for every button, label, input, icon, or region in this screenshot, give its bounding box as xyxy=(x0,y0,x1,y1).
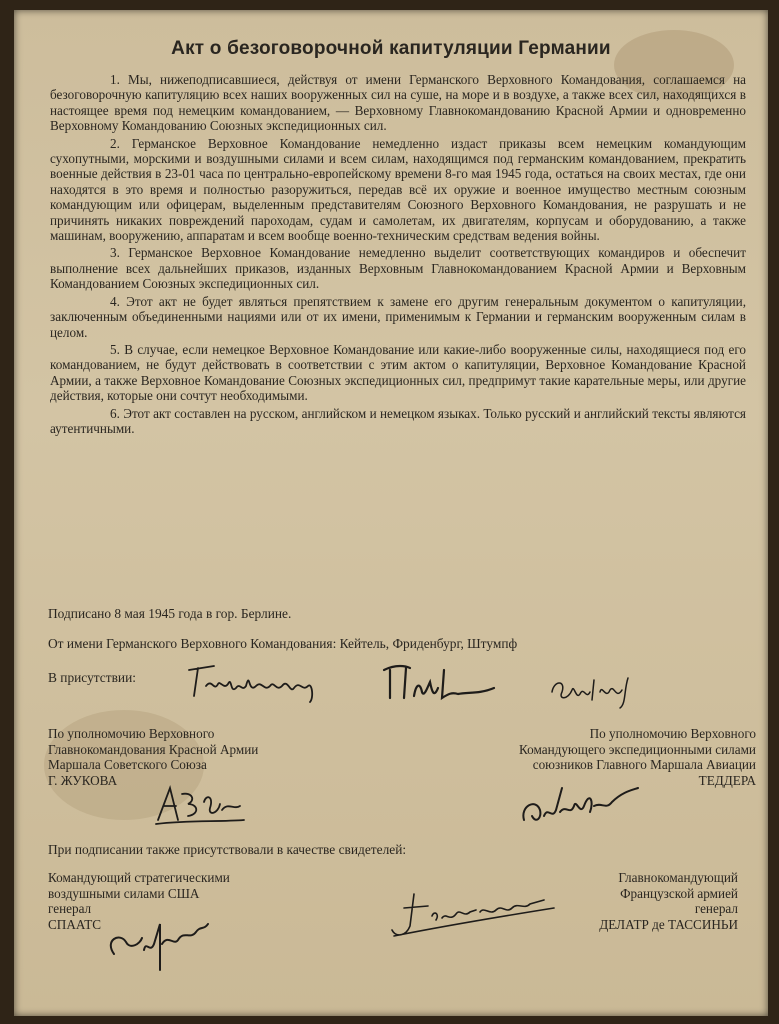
spaatz-signature xyxy=(100,910,230,980)
keitel-signature xyxy=(376,658,526,708)
witnesses-line: При подписании также присутствовали в качестве свидетелей: xyxy=(48,842,407,857)
paragraph: 2. Германское Верховное Командование немедленно издаст приказы всем немецким командующим сухопутными, морскими и воздушными силами и всем силам, находящимся под германским командованием, прекратить военные действия в 23-01 часа по центрально-европейскому времени 8-го мая 1945 года, остаться на своих местах, где они находятся в это время и полностью разоружиться, передав всё их оружие и военное имущество местным союзным командующим или офицерам, выделенным представителям Союзного Верховного Командования, не разрушать и не причинять никаких повреждений пароходам, судам и самолетам, их двигателям, корпусам и оборудованию, а также машинам, вооружению, аппаратам и всем вообще военно-техническим средствам ведения войны. xyxy=(50,135,746,244)
document-body xyxy=(50,72,746,438)
document-sheet xyxy=(14,10,768,1016)
tedder-signature xyxy=(514,776,644,836)
soviet-authority-block: По уполномочию Верховного Главнокомандования Красной Армии Маршала Советского Союза Г. ЖУКОВА xyxy=(48,726,259,788)
paragraph: 6. Этот акт составлен на русском, английском и немецком языках. Только русский и английский тексты являются аутентичными. xyxy=(50,405,746,436)
friedeburg-signature xyxy=(184,658,334,708)
german-signatories-line: От имени Германского Верховного Командования: Кейтель, Фриденбург, Штумпф xyxy=(48,636,518,651)
document-title: Акт о безоговорочной капитуляции Германии xyxy=(171,38,611,59)
zhukov-signature xyxy=(148,780,258,830)
allied-authority-block: По уполномочию Верховного Командующего экспедиционными силами союзников Главного Маршала Авиации ТЕДДЕРА xyxy=(518,726,756,788)
us-witness-block: Командующий стратегическими воздушными силами США генерал СПААТС xyxy=(48,870,230,932)
presence-label: В присутствии: xyxy=(48,670,136,685)
paragraph: 1. Мы, нижеподписавшиеся, действуя от имени Германского Верховного Командования, соглашаемся на безоговорочную капитуляцию всех наших вооруженных сил на суше, на море и в воздухе, а также всех сил, находящихся в настоящее время под немецким командованием, — Верховному Главнокомандованию Красной Армии и одновременно Верховному Командованию Союзных экспедиционных сил. xyxy=(50,72,746,134)
stumpff-signature xyxy=(544,670,654,710)
de-lattre-signature xyxy=(384,886,564,946)
paragraph: 5. В случае, если немецкое Верховное Командование или какие-либо вооруженные силы, находящиеся под его командованием, не будут действовать в соответствии с этим актом о капитуляции, Верховное Командование Красной Армии, а также Верховное Командование Союзных экспедиционных сил, предпримут такие карательные меры, или другие действия, которые они сочтут необходимыми. xyxy=(50,341,746,404)
paragraph: 3. Германское Верховное Командование немедленно выделит соответствующих командиров и обеспечит выполнение всех дальнейших приказов, изданных Верховным Главнокомандованием Красной Армии и Верховным Командованием Союзных экспедиционных сил. xyxy=(50,245,746,292)
paragraph: 4. Этот акт не будет являться препятствием к замене его другим генеральным документом о капитуляции, заключенным объединенными нациями или от их имени, применимым к Германии и германским вооруженным силам в целом. xyxy=(50,293,746,340)
french-witness-block: Главнокомандующий Французской армией генерал ДЕЛАТР де ТАССИНЬИ xyxy=(599,870,738,932)
signed-line: Подписано 8 мая 1945 года в гор. Берлине. xyxy=(48,606,292,621)
